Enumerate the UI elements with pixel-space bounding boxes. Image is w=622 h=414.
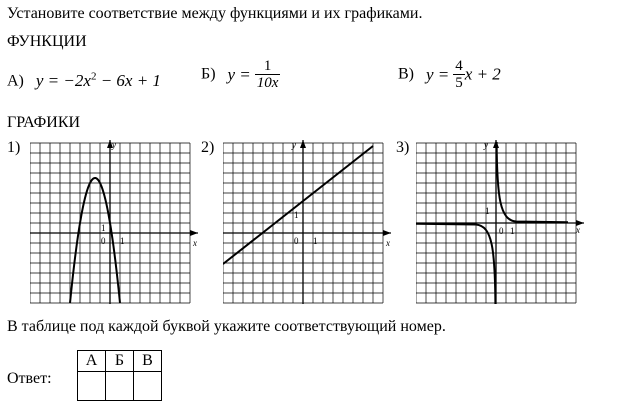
graph-2-y-label: y bbox=[292, 140, 296, 150]
graph-1-y-label: y bbox=[112, 140, 116, 150]
function-b bbox=[201, 58, 280, 91]
graph-1-origin: 0 bbox=[101, 236, 106, 246]
answer-label: Ответ: bbox=[7, 370, 52, 387]
answer-header-a: А bbox=[78, 351, 106, 372]
graph-2 bbox=[223, 138, 395, 306]
graph-3-label: 3) bbox=[396, 139, 410, 156]
answer-cell-b[interactable] bbox=[106, 372, 134, 401]
graph-1-one-x: 1 bbox=[120, 236, 125, 246]
graph-3-y-label: y bbox=[484, 140, 488, 150]
graph-2-line bbox=[223, 146, 373, 264]
graph-3-one-y: 1 bbox=[485, 206, 490, 216]
graphs-heading: ГРАФИКИ bbox=[7, 114, 81, 131]
answer-table bbox=[77, 350, 162, 401]
graph-2-origin: 0 bbox=[294, 236, 299, 246]
functions-heading: ФУНКЦИИ bbox=[7, 33, 87, 50]
graph-3-branch-right bbox=[497, 142, 568, 222]
graph-1-x-label: x bbox=[193, 238, 197, 248]
graph-2-x-label: x bbox=[386, 238, 390, 248]
function-a-lhs: y = −2x bbox=[35, 70, 91, 90]
function-b-denominator: 10x bbox=[256, 75, 279, 91]
graph-2-label: 2) bbox=[201, 139, 215, 156]
graph-2-one-x: 1 bbox=[313, 236, 318, 246]
graph-3-one-x: 1 bbox=[510, 226, 515, 236]
graph-3 bbox=[416, 138, 588, 306]
graph-1-one-y: 1 bbox=[101, 223, 106, 233]
task-instruction: Установите соответствие между функциями и их графиками. bbox=[7, 5, 423, 22]
function-a-rest: − 6x + 1 bbox=[96, 70, 161, 90]
function-a-label: А) bbox=[7, 72, 24, 90]
answer-cell-c[interactable] bbox=[134, 372, 162, 401]
answer-header-b: Б bbox=[106, 351, 134, 372]
function-c-lhs: y = bbox=[426, 64, 450, 84]
graph-3-origin: 0 bbox=[499, 226, 504, 236]
function-b-numerator: 1 bbox=[255, 58, 281, 75]
graph-1-label: 1) bbox=[7, 139, 21, 156]
function-c-label: В) bbox=[398, 65, 414, 83]
function-a-formula bbox=[36, 71, 161, 90]
function-a bbox=[7, 67, 161, 91]
function-c-rest: x + 2 bbox=[464, 64, 501, 84]
function-a-exponent: 2 bbox=[90, 70, 97, 82]
graph-1-axes bbox=[30, 140, 198, 304]
table-instruction: В таблице под каждой буквой укажите соответствующий номер. bbox=[7, 318, 446, 335]
function-b-fraction bbox=[255, 58, 281, 91]
function-c-denominator: 5 bbox=[455, 75, 463, 91]
graph-1 bbox=[30, 138, 202, 306]
function-c-numerator: 4 bbox=[455, 58, 463, 74]
graph-2-one-y: 1 bbox=[294, 210, 299, 220]
answer-cell-a[interactable] bbox=[78, 372, 106, 401]
function-c-fraction bbox=[453, 58, 465, 91]
graph-2-axes bbox=[223, 140, 391, 304]
graph-3-x-label: x bbox=[576, 225, 580, 235]
function-b-lhs: y = bbox=[227, 64, 251, 84]
function-b-label: Б) bbox=[201, 65, 216, 83]
graph-1-curve bbox=[70, 178, 120, 303]
function-c bbox=[398, 58, 501, 91]
answer-header-c: В bbox=[134, 351, 162, 372]
